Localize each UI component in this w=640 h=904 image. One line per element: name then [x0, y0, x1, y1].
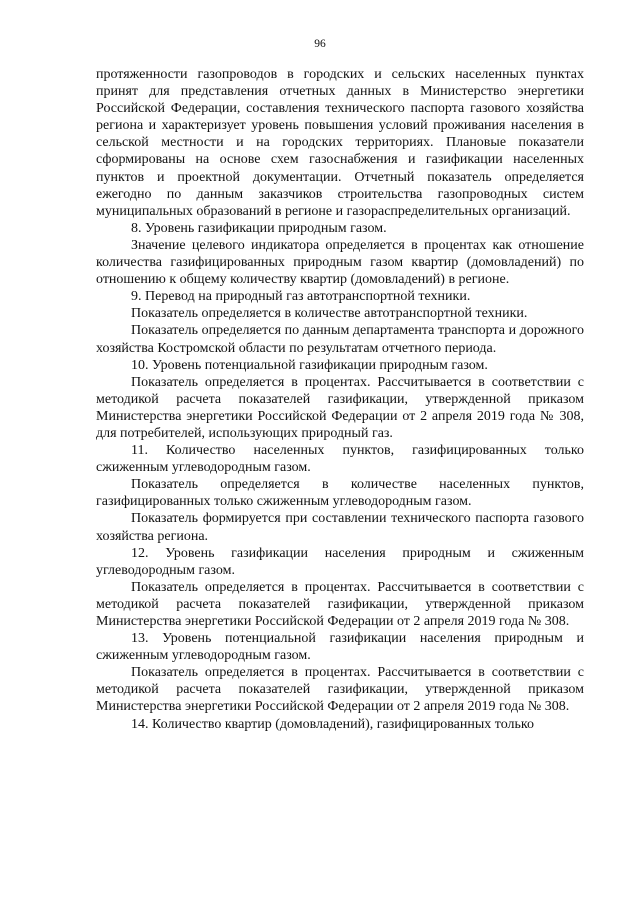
- paragraph-heading-8: 8. Уровень газификации природным газом.: [131, 220, 387, 236]
- paragraph: Показатель формируется при составлении технического паспорта газового хозяйства региона.: [96, 511, 584, 544]
- paragraph: Показатель определяется в процентах. Рассчитывается в соответствии с методикой расчета показателей газификации, утвержденной приказом Министерства энергетики Российской Федерации от 2 апреля 2019 года № 308.: [96, 579, 584, 629]
- paragraph-heading-14: 14. Количество квартир (домовладений), газифицированных только: [131, 716, 534, 732]
- paragraph-continuation: протяженности газопроводов в городских и сельских населенных пунктах принят для представления отчетных данных в Министерство энергетики Российской Федерации, составления технического паспорта газового хозяйства региона и характеризует уровень повышения условий проживания населения в сельской местности и на городских территориях. Плановые показатели сформированы на основе схем газоснабжения и газификации населенных пунктов и проектной документации. Отчетный показатель определяется ежегодно по данным заказчиков строительства газопроводных систем муниципальных образований в регионе и газораспределительных организаций.: [96, 67, 584, 219]
- paragraph: Значение целевого индикатора определяется в процентах как отношение количества газифицированных природным газом квартир (домовладений) по отношению к общему количеству квартир (домовладений) в регионе.: [96, 237, 584, 288]
- paragraph: Показатель определяется в процентах. Рассчитывается в соответствии с методикой расчета показателей газификации, утвержденной приказом Министерства энергетики Российской Федерации от 2 апреля 2019 года № 308.: [96, 665, 584, 715]
- paragraph-heading-9: 9. Перевод на природный газ автотранспортной техники.: [131, 289, 471, 305]
- paragraph-heading-13: 13. Уровень потенциальной газификации населения природным и сжиженным углеводородным газом.: [96, 631, 584, 664]
- paragraph: Показатель определяется в количестве автотранспортной техники.: [131, 306, 528, 322]
- paragraph-heading-11: 11. Количество населенных пунктов, газифицированных только сжиженным углеводородным газом.: [96, 443, 584, 476]
- paragraph: Показатель определяется по данным департамента транспорта и дорожного хозяйства Костромской области по результатам отчетного периода.: [96, 323, 584, 356]
- paragraph-heading-12: 12. Уровень газификации населения природным и сжиженным углеводородным газом.: [96, 545, 584, 578]
- paragraph-heading-10: 10. Уровень потенциальной газификации природным газом.: [131, 357, 488, 373]
- document-body: [96, 66, 584, 733]
- paragraph: Показатель определяется в количестве населенных пунктов, газифицированных только сжиженным углеводородным газом.: [96, 477, 584, 510]
- paragraph: Показатель определяется в процентах. Рассчитывается в соответствии с методикой расчета показателей газификации, утвержденной приказом Министерства энергетики Российской Федерации от 2 апреля 2019 года № 308, для потребителей, использующих природный газ.: [96, 374, 584, 441]
- page-number: 96: [314, 38, 326, 50]
